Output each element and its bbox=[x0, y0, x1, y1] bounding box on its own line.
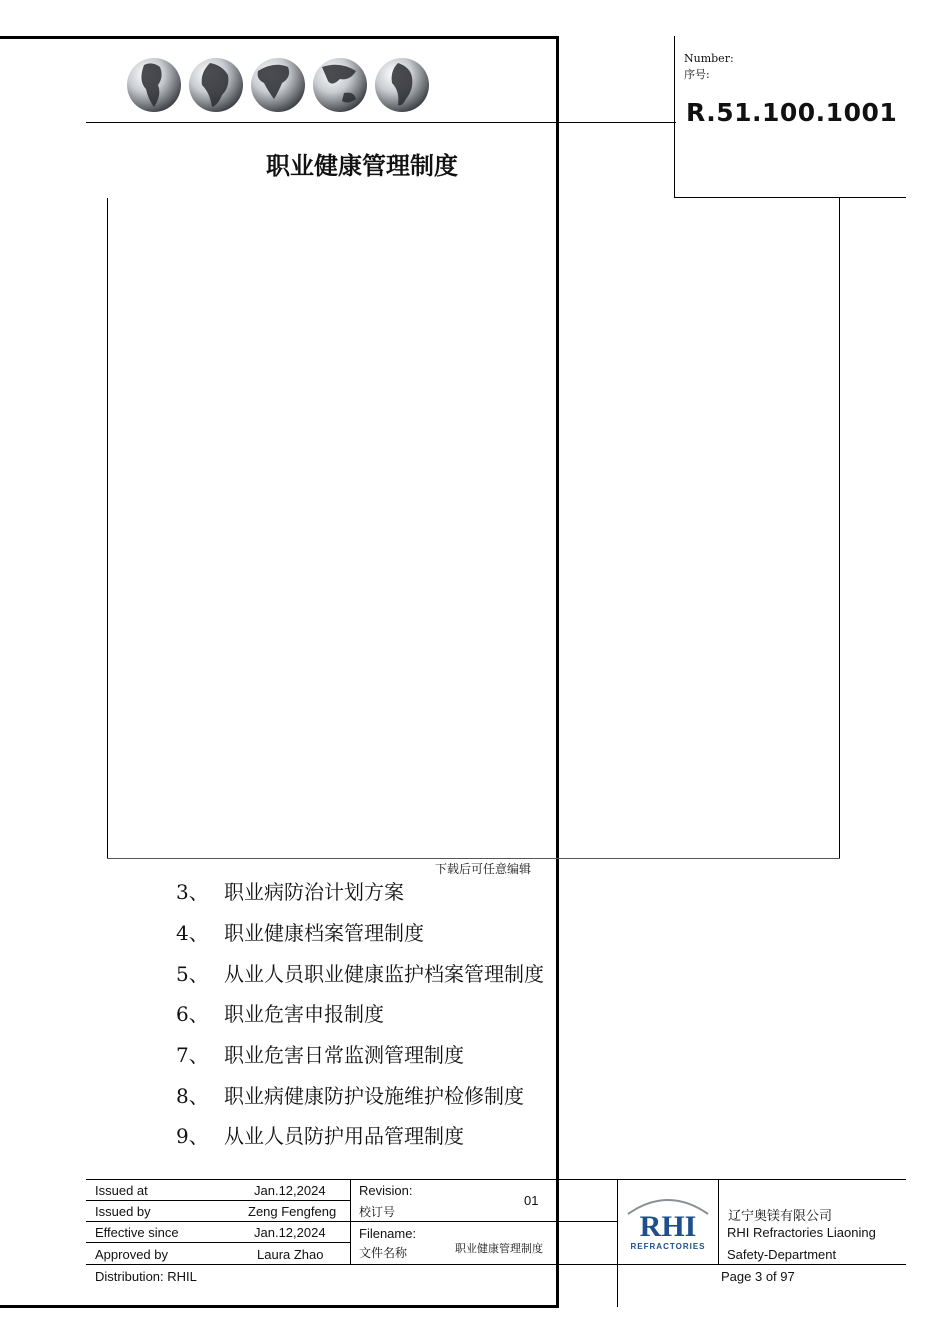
filename-label-en: Filename: bbox=[359, 1226, 417, 1241]
footer-row-rule bbox=[86, 1200, 350, 1201]
frame-bottom bbox=[0, 1305, 559, 1308]
list-item: 4、 职业健康档案管理制度 bbox=[176, 921, 424, 945]
footer-top-rule bbox=[86, 1179, 906, 1180]
svg-text:RHI: RHI bbox=[639, 1210, 697, 1243]
list-item: 7、 职业危害日常监测管理制度 bbox=[176, 1043, 464, 1067]
number-box-left bbox=[674, 36, 675, 198]
globe-icon bbox=[375, 58, 429, 112]
frame-top bbox=[0, 36, 558, 39]
list-item: 3、 职业病防治计划方案 bbox=[176, 880, 404, 904]
number-box-bottom bbox=[674, 197, 906, 198]
department-text: Safety-Department bbox=[727, 1247, 837, 1262]
globe-icon bbox=[251, 58, 305, 112]
number-label-cn: 序号: bbox=[684, 68, 710, 81]
watermark-text: 下载后可任意编辑 bbox=[435, 862, 532, 876]
globe-icon bbox=[127, 58, 181, 112]
footer-row-rule bbox=[86, 1242, 350, 1243]
number-label-en: Number: bbox=[684, 52, 734, 65]
company-name-en: RHI Refractories Liaoning bbox=[727, 1225, 876, 1240]
filename-value: 职业健康管理制度 bbox=[455, 1242, 543, 1255]
revision-label-en: Revision: bbox=[359, 1183, 413, 1198]
frame-right bbox=[556, 36, 559, 1308]
header-rule bbox=[86, 122, 676, 123]
company-name-cn: 辽宁奥镁有限公司 bbox=[728, 1209, 833, 1224]
issued-at-label: Issued at bbox=[95, 1183, 148, 1198]
document-number: R.51.100.1001 bbox=[686, 98, 898, 127]
revision-value: 01 bbox=[524, 1193, 539, 1208]
content-box-right bbox=[839, 198, 840, 858]
content-box-left bbox=[107, 198, 108, 858]
footer-row-rule bbox=[86, 1264, 906, 1265]
list-item: 8、 职业病健康防护设施维护检修制度 bbox=[176, 1084, 524, 1108]
page-title: 职业健康管理制度 bbox=[266, 152, 458, 180]
footer-col-rule bbox=[718, 1179, 719, 1264]
distribution-text: Distribution: RHIL bbox=[95, 1269, 197, 1284]
effective-label: Effective since bbox=[95, 1225, 179, 1240]
globe-icon bbox=[189, 58, 243, 112]
list-item: 9、 从业人员防护用品管理制度 bbox=[176, 1124, 464, 1148]
issued-by-label: Issued by bbox=[95, 1204, 151, 1219]
content-box-bottom bbox=[107, 858, 840, 859]
footer-row-rule bbox=[86, 1221, 618, 1222]
revision-label-cn: 校订号 bbox=[359, 1205, 396, 1219]
rhi-logo bbox=[622, 1192, 714, 1254]
globe-icon bbox=[313, 58, 367, 112]
footer-col-rule bbox=[350, 1179, 351, 1264]
filename-label-cn: 文件名称 bbox=[359, 1246, 408, 1260]
approved-label: Approved by bbox=[95, 1247, 168, 1262]
effective-value: Jan.12,2024 bbox=[254, 1225, 326, 1240]
approved-value: Laura Zhao bbox=[257, 1247, 324, 1262]
issued-at-value: Jan.12,2024 bbox=[254, 1183, 326, 1198]
footer-col-rule bbox=[617, 1179, 618, 1307]
svg-text:REFRACTORIES: REFRACTORIES bbox=[630, 1242, 706, 1251]
issued-by-value: Zeng Fengfeng bbox=[248, 1204, 337, 1219]
list-item: 6、 职业危害申报制度 bbox=[176, 1002, 384, 1026]
globes-logo bbox=[120, 55, 440, 117]
page-number: Page 3 of 97 bbox=[721, 1269, 795, 1284]
list-item: 5、 从业人员职业健康监护档案管理制度 bbox=[176, 962, 544, 986]
